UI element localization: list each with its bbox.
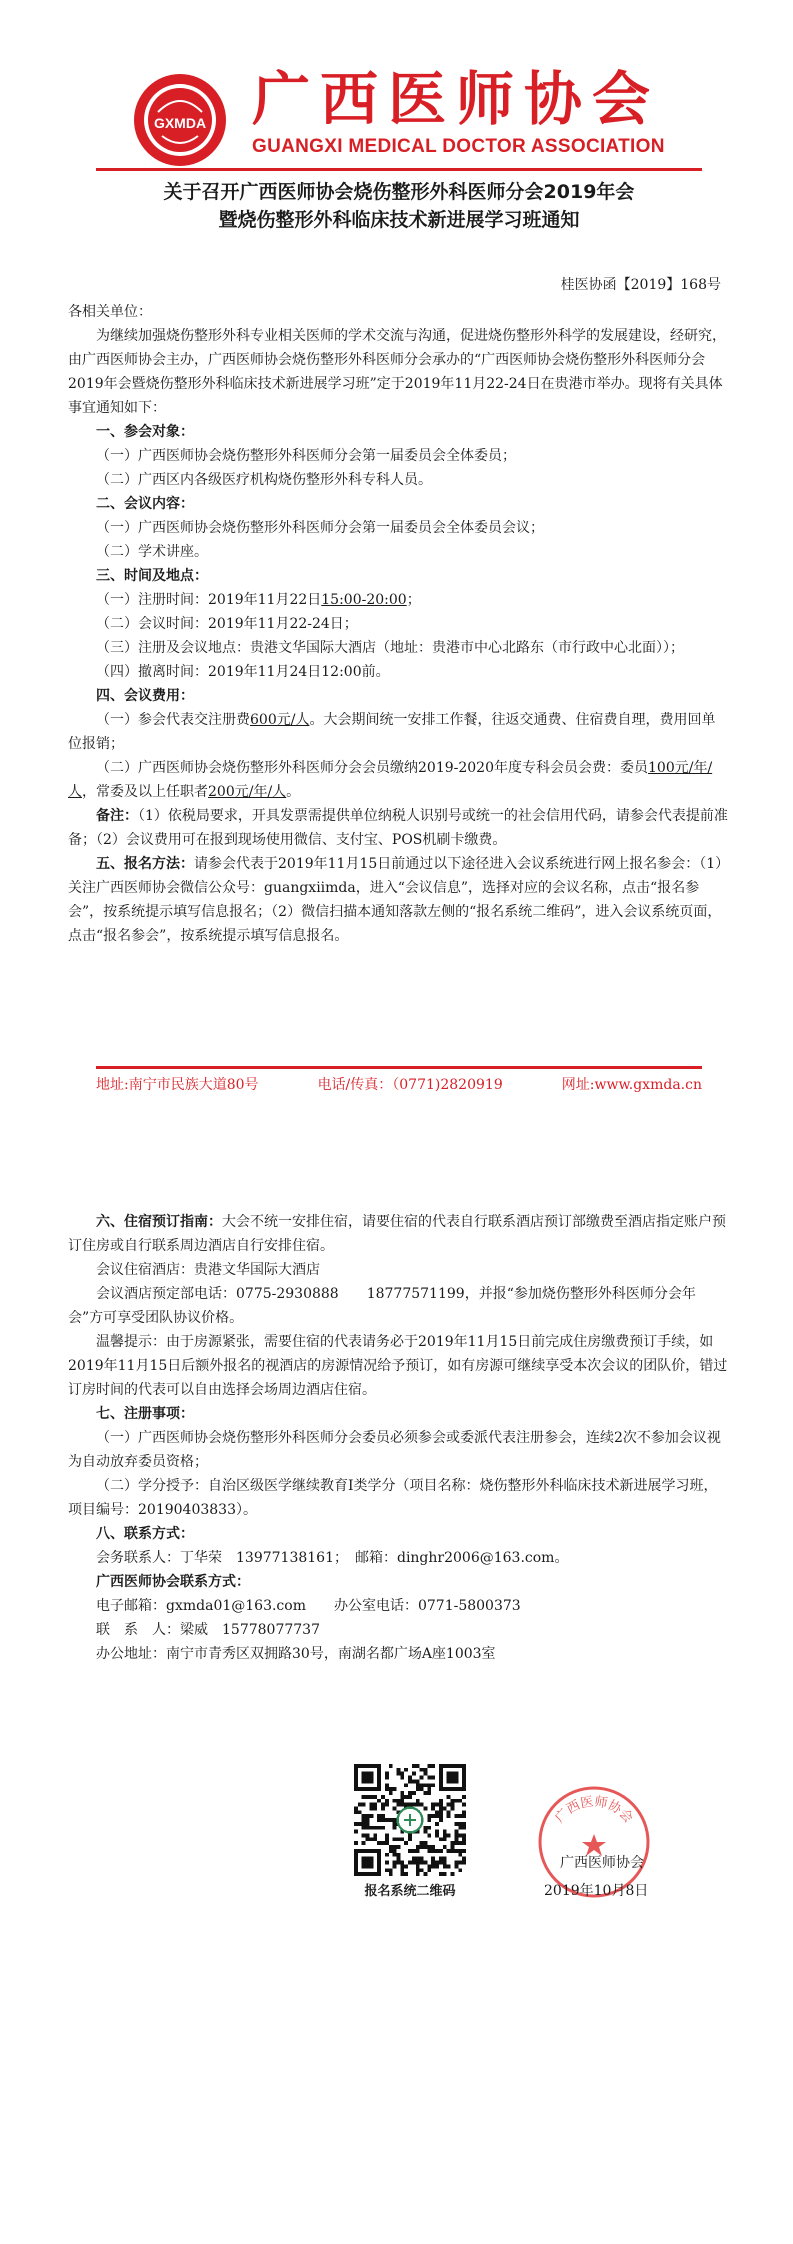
notice-body-part1 [68,300,728,948]
hotel-name: 会议住宿酒店：贵港文华国际大酒店 [96,1262,320,1278]
registration-time: （一）注册时间：2019年11月22日15:00-20:00； [96,592,421,608]
meeting-venue: （三）注册及会议地点：贵港文华国际大酒店（地址：贵港市中心北路东（市行政中心北面））； [96,640,684,656]
qr-code-label: 报名系统二维码 [364,1884,456,1899]
section-heading-8: 八、联系方式： [96,1526,194,1542]
fee-item-1: （一）参会代表交注册费600元/人。大会期间统一安排工作餐，往返交通费、住宿费自理，费用回单位报销； [68,712,716,752]
association-logo [132,72,228,168]
checkout-time: （四）撤离时间：2019年11月24日12:00前。 [96,664,390,680]
footer-website: 网址:www.gxmda.cn [561,1077,702,1093]
association-address: 办公地址：南宁市青秀区双拥路30号，南湖名都广场A座1003室 [96,1646,496,1662]
org-name-en: GUANGXI MEDICAL DOCTOR ASSOCIATION [252,136,665,157]
note-paragraph: 备注：（1）依税局要求，开具发票需提供单位纳税人识别号或统一的社会信用代码，请参会代表提前准备；（2）会议费用可在报到现场使用微信、支付宝、POS机刷卡缴费。 [68,808,728,848]
document-number: 桂医协函【2019】168号 [560,277,721,293]
title-line-1: 关于召开广西医师协会烧伤整形外科医师分会2019年会 [163,181,635,203]
warm-tip: 温馨提示：由于房源紧张，需要住宿的代表请务必于2019年11月15日前完成住房缴费预订手续，如2019年11月15日后额外报名的视酒店的房源情况给予预订，如有房源可继续享受本次会议的团队价，错过订房时间的代表可以自由选择会场周边酒店住宿。 [68,1334,728,1398]
section-heading-2: 二、会议内容： [96,496,194,512]
sec2-item-2: （二）学术讲座。 [96,544,208,560]
signature-org: 广西医师协会 [560,1855,644,1871]
notice-body-part2 [68,1210,728,1666]
association-email: 电子邮箱：gxmda01@163.com 办公室电话：0771-5800373 [96,1598,521,1614]
section-heading-1: 一、参会对象： [96,424,194,440]
hotel-phone: 会议酒店预定部电话：0775-2930888 18777571199，并报“参加烧伤整形外科医师分会年会”方可享受团队协议价格。 [68,1286,696,1326]
section-heading-7: 七、注册事项： [96,1406,194,1422]
accommodation-guide: 六、住宿预订指南：大会不统一安排住宿，请要住宿的代表自行联系酒店预订部缴费至酒店指定账户预订住房或自行联系周边酒店自行安排住宿。 [68,1214,726,1254]
sec7-item-2: （二）学分授予：自治区级医学继续教育Ⅰ类学分（项目名称：烧伤整形外科临床技术新进展学习班，项目编号：20190403833）。 [68,1478,718,1518]
title-line-2: 暨烧伤整形外科临床技术新进展学习班通知 [218,209,580,231]
svg-text:广西医师协会: 广西医师协会 [552,1794,636,1827]
intro-paragraph: 为继续加强烧伤整形外科专业相关医师的学术交流与沟通，促进烧伤整形外科学的发展建设，经研究，由广西医师协会主办，广西医师协会烧伤整形外科医师分会承办的“广西医师协会烧伤整形外科医师分会2019年会暨烧伤整形外科临床技术新进展学习班”定于2019年11月22-24日在贵港市举办。现将有关具体事宜通知如下： [68,328,726,416]
sec2-item-1: （一）广西医师协会烧伤整形外科医师分会第一届委员会全体委员会议； [96,520,544,536]
fee-item-2: （二）广西医师协会烧伤整形外科医师分会会员缴纳2019-2020年度专科会员会费：委员100元/年/人，常委及以上任职者200元/年/人。 [68,760,713,800]
sec1-item-1: （一）广西医师协会烧伤整形外科医师分会第一届委员会全体委员； [96,448,516,464]
meeting-time: （二）会议时间：2019年11月22-24日； [96,616,358,632]
section-heading-4: 四、会议费用： [96,688,194,704]
association-contact-heading: 广西医师协会联系方式： [96,1574,250,1590]
letterhead-footer [96,1074,702,1094]
notice-title [96,178,702,234]
sec1-item-2: （二）广西区内各级医疗机构烧伤整形外科专科人员。 [96,472,432,488]
meeting-contact: 会务联系人：丁华荣 13977138161； 邮箱：dinghr2006@163.com。 [96,1550,569,1566]
registration-qr-code[interactable] [354,1764,466,1876]
association-person: 联 系 人：梁威 15778077737 [96,1622,320,1638]
section-heading-3: 三、时间及地点： [96,568,208,584]
org-name: 广西医师协会 [252,65,661,133]
sec7-item-1: （一）广西医师协会烧伤整形外科医师分会委员必须参会或委派代表注册参会，连续2次不参加会议视为自动放弃委员资格； [68,1430,721,1470]
footer-phone: 电话/传真：（0771)2820919 [317,1077,503,1093]
footer-divider [96,1066,702,1069]
footer-address: 地址:南宁市民族大道80号 [96,1077,259,1093]
header-divider [96,168,702,171]
signature-date: 2019年10月8日 [544,1883,649,1899]
salutation: 各相关单位： [68,304,152,320]
logo-text: GXMDA [153,115,207,131]
registration-method: 五、报名方法：请参会代表于2019年11月15日前通过以下途径进入会议系统进行网上报名参会：（1）关注广西医师协会微信公众号：guangxiimda，进入“会议信息”，选择对应的会议名称，点击“报名参会”，按系统提示填写信息报名；（2）微信扫描本通知落款左侧的“报名系统二维码”，进入会议系统页面，点击“报名参会”，按系统提示填写信息报名。 [68,856,723,944]
